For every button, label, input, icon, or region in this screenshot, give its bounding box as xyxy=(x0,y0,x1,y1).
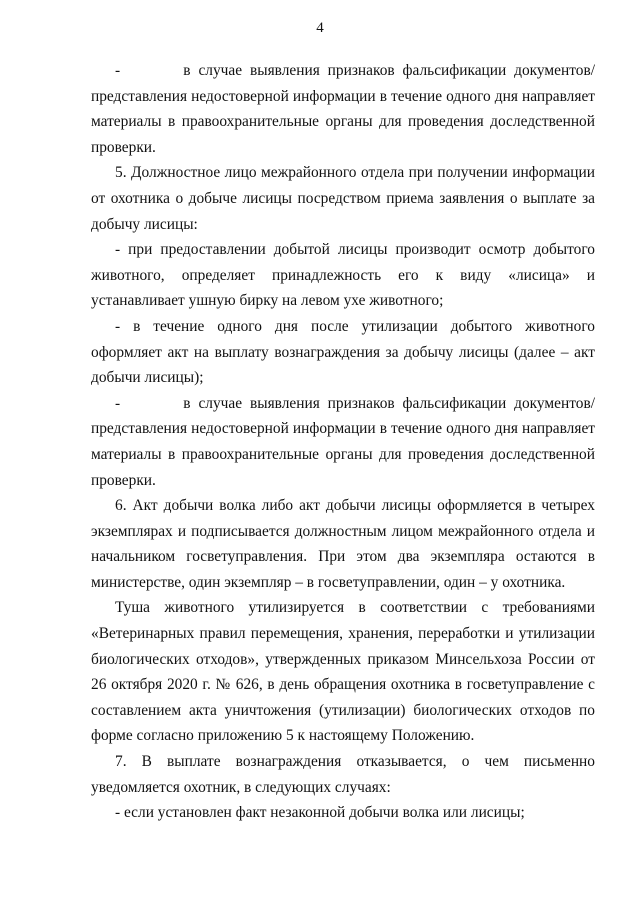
page-number: 4 xyxy=(316,20,324,36)
document-body xyxy=(91,58,595,826)
paragraph-fox-inspection: - при предоставлении добытой лисицы производит осмотр добытого животного, определяет принадлежность его к виду «лисица» и устанавливает ушную бирку на левом ухе животного; xyxy=(91,241,595,310)
paragraph-fox-act: - в течение одного дня после утилизации добытого животного оформляет акт на выплату вознаграждения за добычу лисицы (далее – акт добычи лисицы); xyxy=(91,317,595,387)
paragraph-falsification-fox: - в случае выявления признаков фальсификации документов/представления недостоверной информации в течение одного дня направляет материалы в правоохранительные органы для проведения доследственной проверки. xyxy=(91,394,595,489)
paragraph-item-5: 5. Должностное лицо межрайонного отдела при получении информации от охотника о добыче лисицы посредством приема заявления о выплате за добычу лисицы: xyxy=(91,164,595,233)
paragraph-falsification-wolf: - в случае выявления признаков фальсификации документов/представления недостоверной информации в течение одного дня направляет материалы в правоохранительные органы для проведения доследственной проверки. xyxy=(91,62,595,156)
paragraph-carcass-disposal: Туша животного утилизируется в соответствии с требованиями «Ветеринарных правил перемещения, хранения, переработки и утилизации биологических отходов», утвержденных приказом Минсельхоза России от 26 октября 2020 г. № 626, в день обращения охотника в госветуправление с составлением акта уничтожения (утилизации) биологических отходов по форме согласно приложению 5 к настоящему Положению. xyxy=(91,599,595,745)
paragraph-item-7: 7. В выплате вознаграждения отказывается, о чем письменно уведомляется охотник, в следующих случаях: xyxy=(91,753,595,796)
paragraph-item-6: 6. Акт добычи волка либо акт добычи лисицы оформляется в четырех экземплярах и подписывается должностным лицом межрайонного отдела и начальником госветуправления. При этом два экземпляра остаются в министерстве, один экземпляр – в госветуправлении, один – у охотника. xyxy=(91,497,595,591)
paragraph-illegal-hunting: - если установлен факт незаконной добычи волка или лисицы; xyxy=(115,804,525,822)
